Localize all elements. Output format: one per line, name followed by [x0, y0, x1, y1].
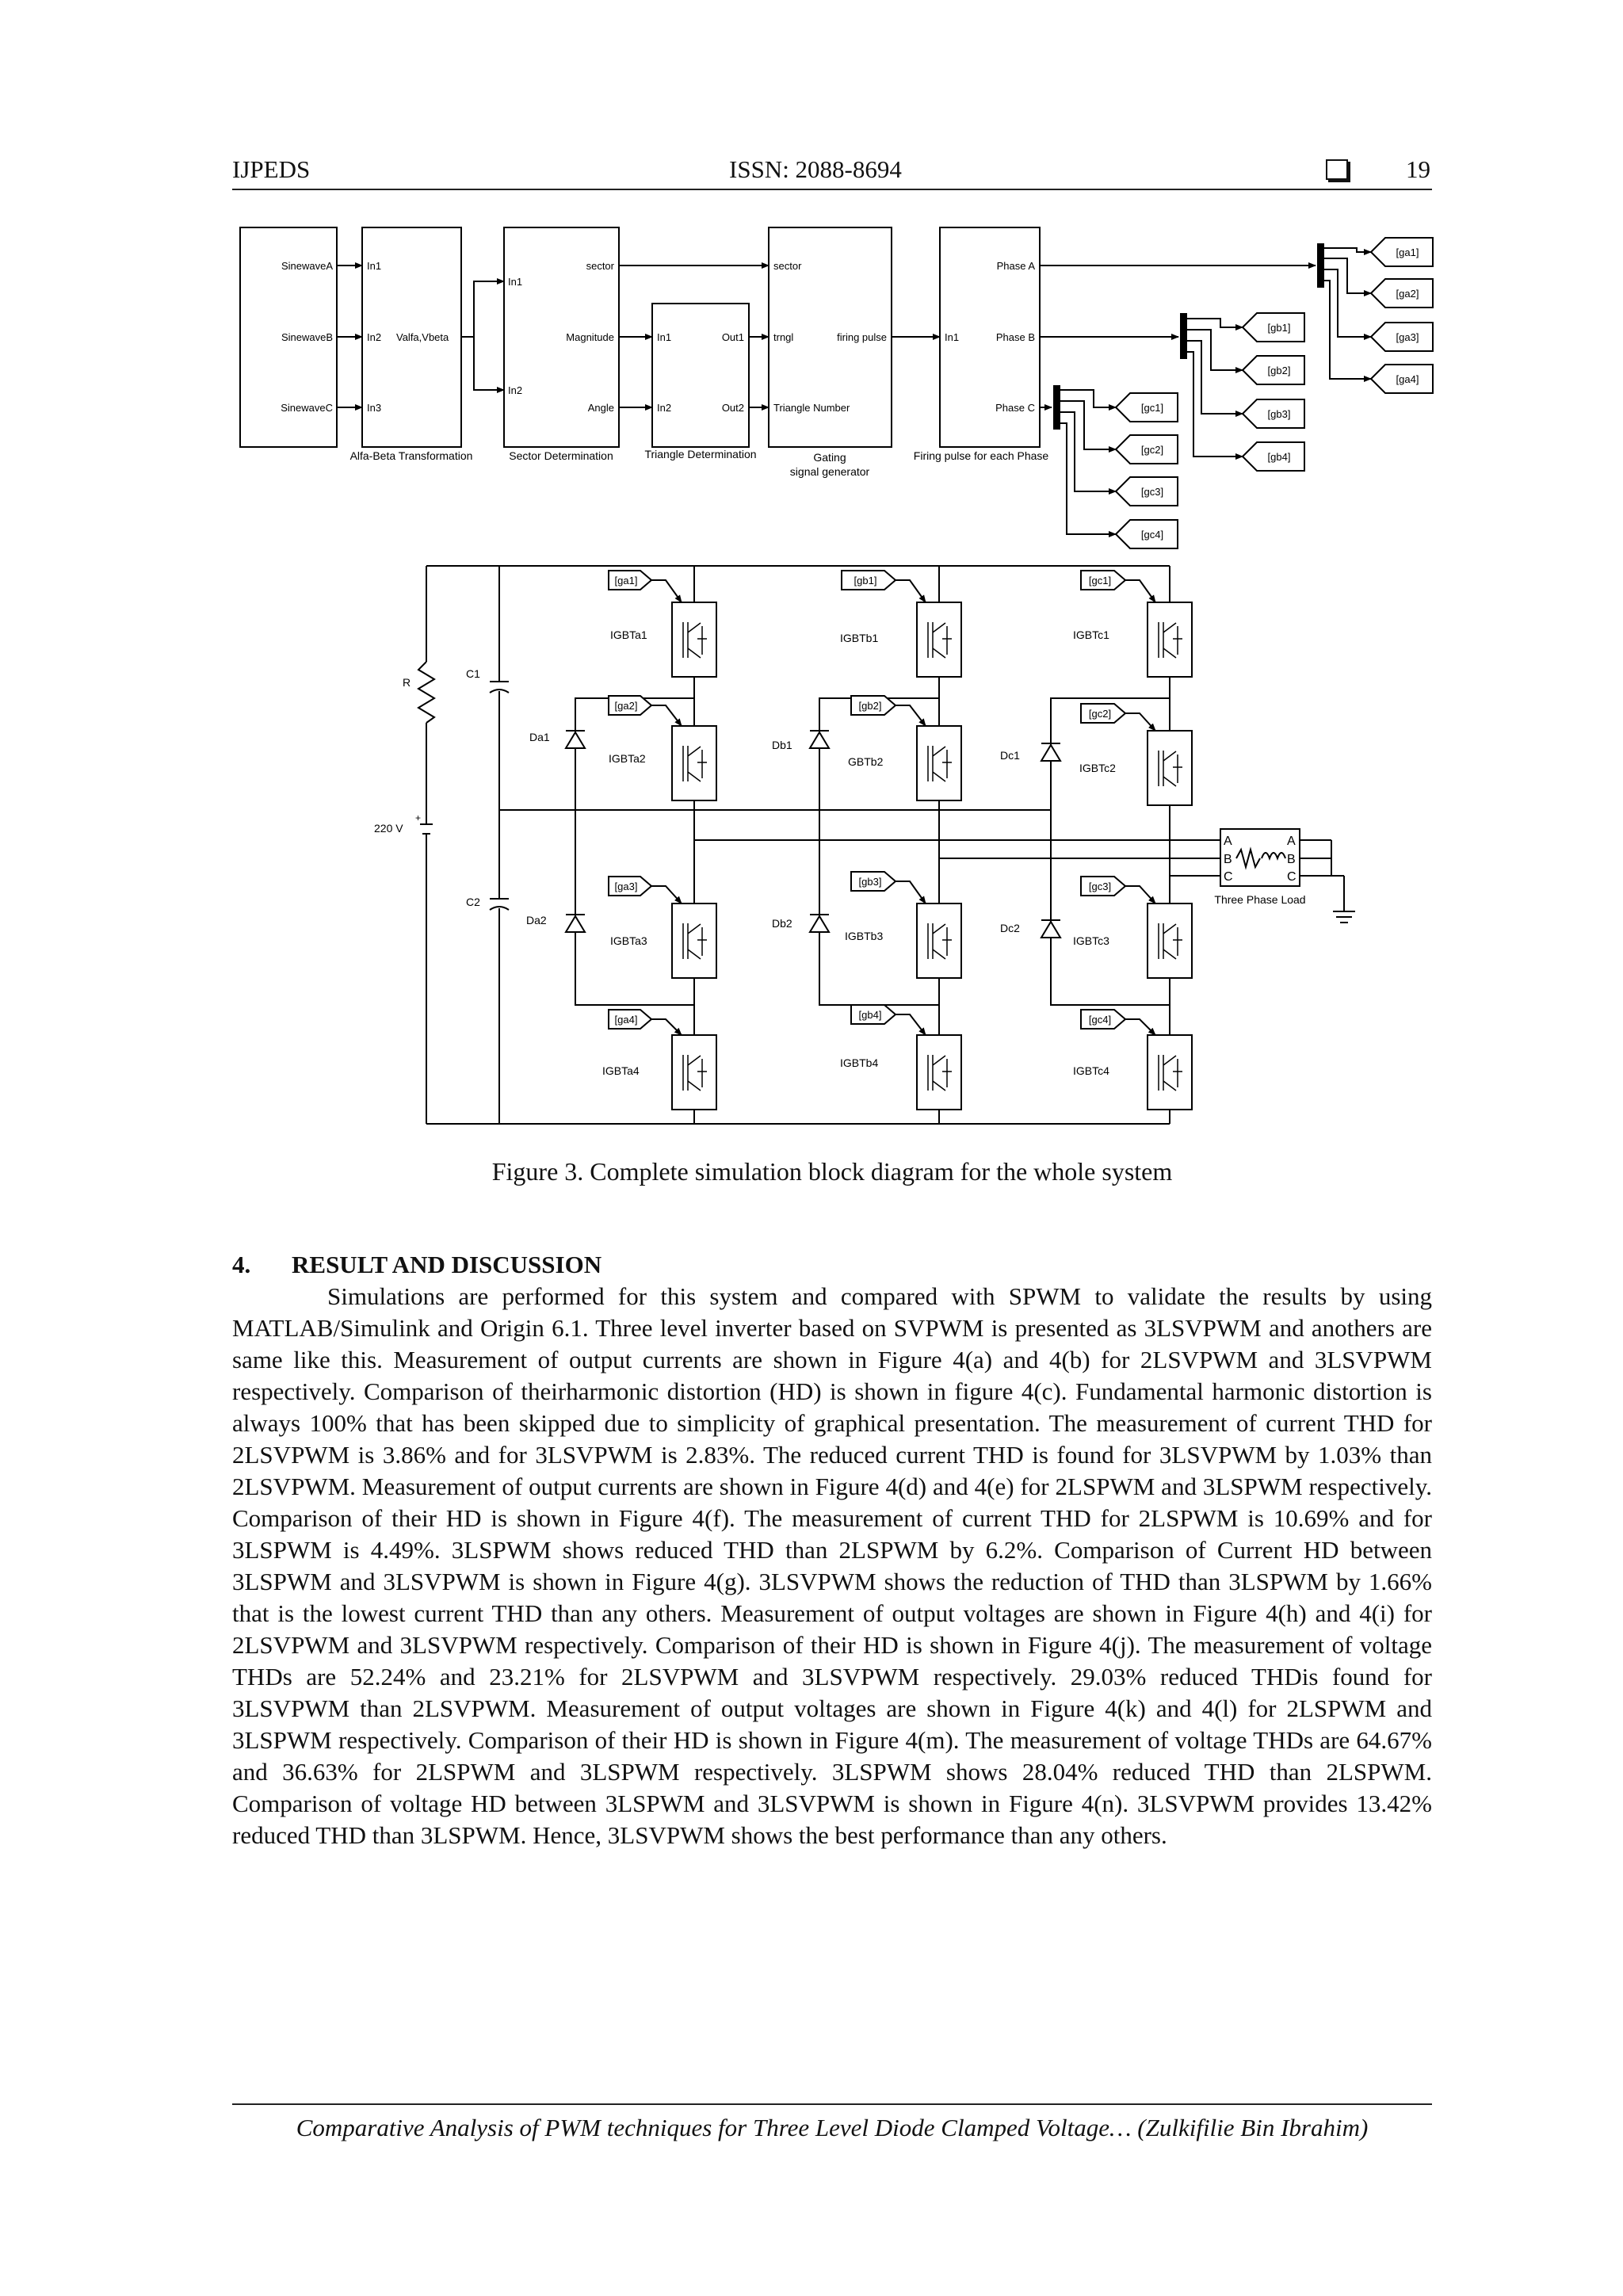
diode-da2: [566, 916, 585, 932]
gs-in-triangle-number: Triangle Number: [773, 402, 850, 414]
diode-db1-label: Db1: [772, 739, 792, 751]
goto-ga4: [ga4]: [1396, 373, 1419, 385]
from-gb2: [gb2]: [858, 700, 882, 712]
gs-in-trngl: trngl: [773, 331, 794, 343]
demux-a: [1317, 243, 1324, 288]
sd-port-in2: In2: [508, 384, 523, 396]
diode-db2: [810, 916, 829, 932]
from-gc2: [gc2]: [1088, 708, 1112, 720]
diode-dc2-label: Dc2: [1000, 922, 1020, 934]
load-label: Three Phase Load: [1214, 893, 1306, 906]
goto-ga1: [ga1]: [1396, 246, 1419, 258]
figure-caption: Figure 3. Complete simulation block diagram for the whole system: [491, 1157, 1173, 1186]
goto-ga2: [ga2]: [1396, 288, 1419, 300]
goto-gb2: [gb2]: [1267, 365, 1291, 376]
td-port-in1: In1: [657, 331, 672, 343]
ab-block-label: Alfa-Beta Transformation: [349, 449, 473, 462]
igbt-b4: [917, 1035, 961, 1110]
igbt-a2-label: IGBTa2: [609, 752, 646, 765]
demux-b: [1180, 313, 1187, 359]
sd-port-in1: In1: [508, 276, 523, 288]
goto-gb3: [gb3]: [1267, 408, 1291, 420]
diode-dc1: [1041, 745, 1060, 761]
from-ga1: [ga1]: [614, 575, 638, 586]
igbt-c1: [1148, 602, 1192, 677]
from-ga3: [ga3]: [614, 881, 638, 892]
running-footer: Comparative Analysis of PWM techniques for Three Level Diode Clamped Voltage… (Zulkifilie Bin Ibrahim): [296, 2114, 1369, 2141]
goto-gc4: [gc4]: [1140, 529, 1164, 541]
from-gb1: [gb1]: [854, 575, 877, 586]
resistor-label: R: [403, 676, 411, 689]
ab-port-in1: In1: [367, 260, 382, 272]
issn: ISSN: 2088-8694: [729, 155, 902, 183]
source-plus: +: [415, 812, 422, 823]
load-port-b-out: B: [1287, 853, 1296, 866]
igbt-c3: [1148, 904, 1192, 978]
from-ga2: [ga2]: [614, 700, 638, 712]
cap-bot-label: C2: [466, 896, 480, 908]
td-out1: Out1: [721, 331, 744, 343]
cap-top-label: C1: [466, 667, 480, 680]
igbt-b2-label: GBTb2: [848, 755, 884, 768]
triangle-determination-block: [652, 304, 749, 447]
load-port-b-in: B: [1224, 853, 1232, 866]
sd-out-magnitude: Magnitude: [566, 331, 614, 343]
page-number: 19: [1406, 155, 1430, 183]
section-number: 4.: [232, 1251, 251, 1278]
from-gc1: [gc1]: [1088, 575, 1112, 586]
power-circuit: [418, 566, 1220, 1124]
td-block-label: Triangle Determination: [644, 448, 757, 460]
diode-da1-label: Da1: [529, 731, 550, 743]
igbt-a2: [672, 726, 716, 800]
from-gb3: [gb3]: [858, 876, 882, 888]
gs-label-1: Gating: [813, 451, 846, 464]
igbt-c4-label: IGBTc4: [1073, 1064, 1109, 1077]
igbt-a3: [672, 904, 716, 978]
td-port-in2: In2: [657, 402, 672, 414]
load-port-a-in: A: [1224, 835, 1232, 848]
source-label: 220 V: [374, 822, 403, 835]
load-port-a-out: A: [1287, 835, 1296, 848]
igbt-c2: [1148, 731, 1192, 805]
fp-in1: In1: [945, 331, 960, 343]
from-ga4: [ga4]: [614, 1014, 638, 1026]
igbt-b2: [917, 726, 961, 800]
igbt-blocks: [672, 602, 1192, 1110]
from-tag-arrows: [651, 580, 1155, 1035]
load-port-c-in: C: [1224, 870, 1233, 884]
from-gc3: [gc3]: [1088, 881, 1112, 892]
igbt-a1: [672, 602, 716, 677]
section-title: RESULT AND DISCUSSION: [292, 1251, 602, 1278]
sd-out-angle: Angle: [587, 402, 614, 414]
gs-label-2: signal generator: [789, 465, 870, 478]
goto-gb4: [gb4]: [1267, 451, 1291, 463]
igbt-b4-label: IGBTb4: [840, 1056, 879, 1069]
goto-gc1: [gc1]: [1140, 402, 1164, 414]
diode-dc2: [1041, 922, 1060, 938]
demux-outputs: [1060, 248, 1371, 534]
goto-ga3: [ga3]: [1396, 331, 1419, 343]
gs-out-firing: firing pulse: [837, 331, 887, 343]
diode-dc1-label: Dc1: [1000, 749, 1020, 762]
igbt-c4: [1148, 1035, 1192, 1110]
fp-block-label: Firing pulse for each Phase: [913, 449, 1049, 462]
ab-inner-label: Valfa,Vbeta: [396, 331, 449, 343]
from-gb4: [gb4]: [858, 1009, 882, 1021]
footer-rule: [232, 2103, 1432, 2105]
sine-label-b: SinewaveB: [281, 331, 333, 343]
igbt-a1-label: IGBTa1: [610, 628, 647, 641]
sine-label-c: SinewaveC: [281, 402, 333, 414]
diode-db1: [810, 732, 829, 748]
igbt-c2-label: IGBTc2: [1079, 762, 1116, 774]
fp-out-a: Phase A: [996, 260, 1035, 272]
igbt-a4-label: IGBTa4: [602, 1064, 640, 1077]
igbt-a3-label: IGBTa3: [610, 934, 647, 947]
igbt-c3-label: IGBTc3: [1073, 934, 1109, 947]
diode-da2-label: Da2: [526, 914, 547, 926]
body-paragraph: [232, 1281, 1432, 1851]
goto-tags: [1116, 238, 1433, 548]
goto-gc2: [gc2]: [1140, 444, 1164, 456]
gs-in-sector: sector: [773, 260, 802, 272]
sine-label-a: SinewaveA: [281, 260, 333, 272]
goto-gc3: [gc3]: [1140, 486, 1164, 498]
ab-port-in3: In3: [367, 402, 382, 414]
diode-db2-label: Db2: [772, 917, 792, 930]
igbt-a4: [672, 1035, 716, 1110]
demux-c: [1053, 385, 1060, 430]
ab-port-in2: In2: [367, 331, 382, 343]
igbt-b1: [917, 602, 961, 677]
journal-name: IJPEDS: [232, 155, 311, 183]
load-port-c-out: C: [1287, 870, 1296, 884]
from-gc4: [gc4]: [1088, 1014, 1112, 1026]
sd-block-label: Sector Determination: [509, 449, 613, 462]
fp-out-b: Phase B: [995, 331, 1035, 343]
sd-out-sector: sector: [586, 260, 614, 272]
resistor-symbol: [418, 662, 434, 723]
fp-out-c: Phase C: [995, 402, 1035, 414]
td-out2: Out2: [721, 402, 744, 414]
paragraph-text: Simulations are performed for this system and compared with SPWM to validate the results by using MATLAB/Simulink and Origin 6.1. Three level inverter based on SVPWM is presented as 3LSVPWM and anothers are same like this. Measurement of output currents are shown in Figure 4(a) and 4(b) for 2LSVPWM and 3LSVPWM respectively. Comparison of theirharmonic distortion (HD) is shown in figure 4(c). Fundamental harmonic distortion is always 100% that has been skipped due to simplicity of graphical presentation. The measurement of current THD for 2LSVPWM is 3.86% and for 3LSVPWM is 2.83%. The reduced current THD is found for 3LSVPWM by 1.03% than 2LSVPWM. Measurement of output currents are shown in Figure 4(d) and 4(e) for 2LSPWM and 3LSPWM respectively. Comparison of their HD is shown in Figure 4(f). The measurement of current THD for 2LSPWM is 10.69% and for 3LSPWM is 4.49%. 3LSPWM shows reduced THD than 2LSPWM by 6.2%. Comparison of Current HD between 3LSPWM and 3LSVPWM is shown in Figure 4(g). 3LSVPWM shows the reduction of THD than 3LSPWM by 1.66% that is the lowest current THD than any others. Measurement of output voltages are shown in Figure 4(h) and 4(i) for 2LSVPWM and 3LSVPWM respectively. Comparison of their HD is shown in Figure 4(j). The measurement of voltage THDs are 52.24% and 23.21% for 2LSVPWM and 3LSVPWM respectively. 29.03% reduced THDis found for 3LSVPWM than 2LSVPWM. Measurement of output voltages are shown in Figure 4(k) and 4(l) for 2LSPWM and 3LSPWM respectively. Comparison of their HD is shown in Figure 4(m). The measurement of voltage THDs are 64.67% and 36.63% for 2LSPWM and 3LSPWM respectively. 3LSPWM shows 28.04% reduced THD than 2LSPWM. Comparison of voltage HD between 3LSPWM and 3LSVPWM is shown in Figure 4(n). 3LSVPWM provides 13.42% reduced THD than 3LSPWM. Hence, 3LSVPWM shows the best performance than any others.: [232, 1282, 1432, 1849]
section-heading: [232, 1251, 601, 1279]
goto-gb1: [gb1]: [1267, 322, 1291, 334]
igbt-b1-label: IGBTb1: [840, 632, 879, 644]
igbt-c1-label: IGBTc1: [1073, 628, 1109, 641]
igbt-b3-label: IGBTb3: [845, 930, 884, 942]
diode-da1: [566, 732, 585, 748]
igbt-b3: [917, 904, 961, 978]
